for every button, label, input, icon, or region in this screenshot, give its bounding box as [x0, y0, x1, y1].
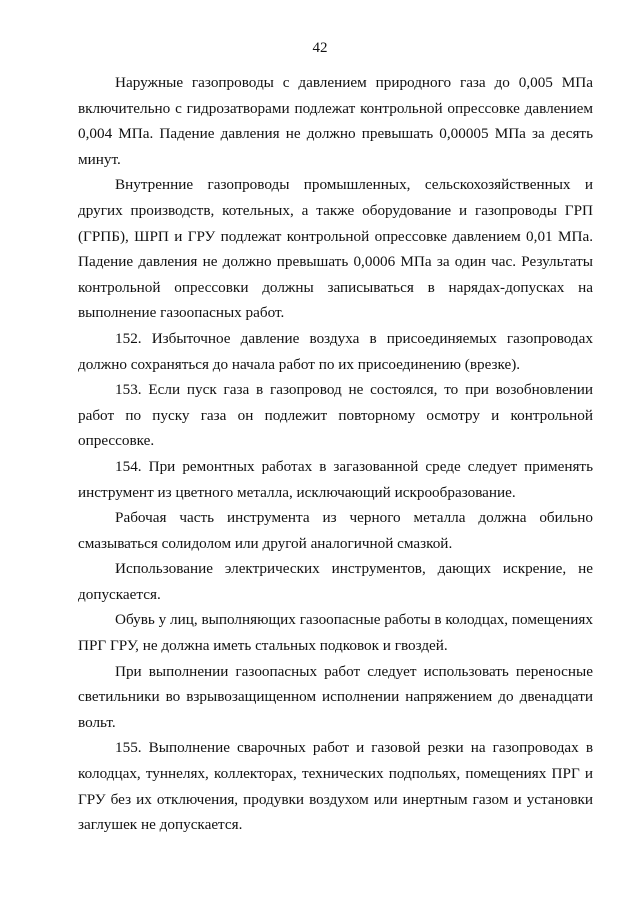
document-body [78, 70, 593, 838]
page-number: 42 [312, 40, 328, 56]
paragraph-153: 153. Если пуск газа в газопровод не состоялся, то при возобновлении работ по пуску газа он подлежит повторному осмотру и контрольной опрессовке. [78, 381, 593, 450]
paragraph-outdoor-gas-pipelines: Наружные газопроводы с давлением природного газа до 0,005 МПа включительно с гидрозатворами подлежат контрольной опрессовке давлением 0,004 МПа. Падение давления не должно превышать 0,00005 МПа за десять минут. [78, 74, 593, 168]
paragraph-indoor-gas-pipelines: Внутренние газопроводы промышленных, сельскохозяйственных и других производств, котельных, а также оборудование и газопроводы ГРП (ГРПБ), ШРП и ГРУ подлежат контрольной опрессовке давлением 0,01 МПа. Падение давления не должно превышать 0,0006 МПа за один час. Результаты контрольной опрессовки должны записываться в нарядах-допусках на выполнение газоопасных работ. [78, 176, 593, 322]
paragraph-portable-lamps: При выполнении газоопасных работ следует использовать переносные светильники во взрывозащищенном исполнении напряжением до двенадцати вольт. [78, 662, 593, 731]
paragraph-155: 155. Выполнение сварочных работ и газовой резки на газопроводах в колодцах, туннелях, коллекторах, технических подпольях, помещениях ПРГ и ГРУ без их отключения, продувки воздухом или инертным газом и установки заглушек не допускается. [78, 739, 593, 834]
paragraph-footwear: Обувь у лиц, выполняющих газоопасные работы в колодцах, помещениях ПРГ ГРУ, не должна иметь стальных подковок и гвоздей. [78, 611, 593, 655]
paragraph-electric-tools: Использование электрических инструментов, дающих искрение, не допускается. [78, 560, 593, 603]
paragraph-152: 152. Избыточное давление воздуха в присоединяемых газопроводах должно сохраняться до начала работ по их присоединению (врезке). [78, 329, 593, 373]
paragraph-tool-lubrication: Рабочая часть инструмента из черного металла должна обильно смазываться солидолом или другой аналогичной смазкой. [78, 509, 593, 552]
paragraph-154: 154. При ремонтных работах в загазованной среде следует применять инструмент из цветного металла, исключающий искрообразование. [78, 457, 593, 501]
